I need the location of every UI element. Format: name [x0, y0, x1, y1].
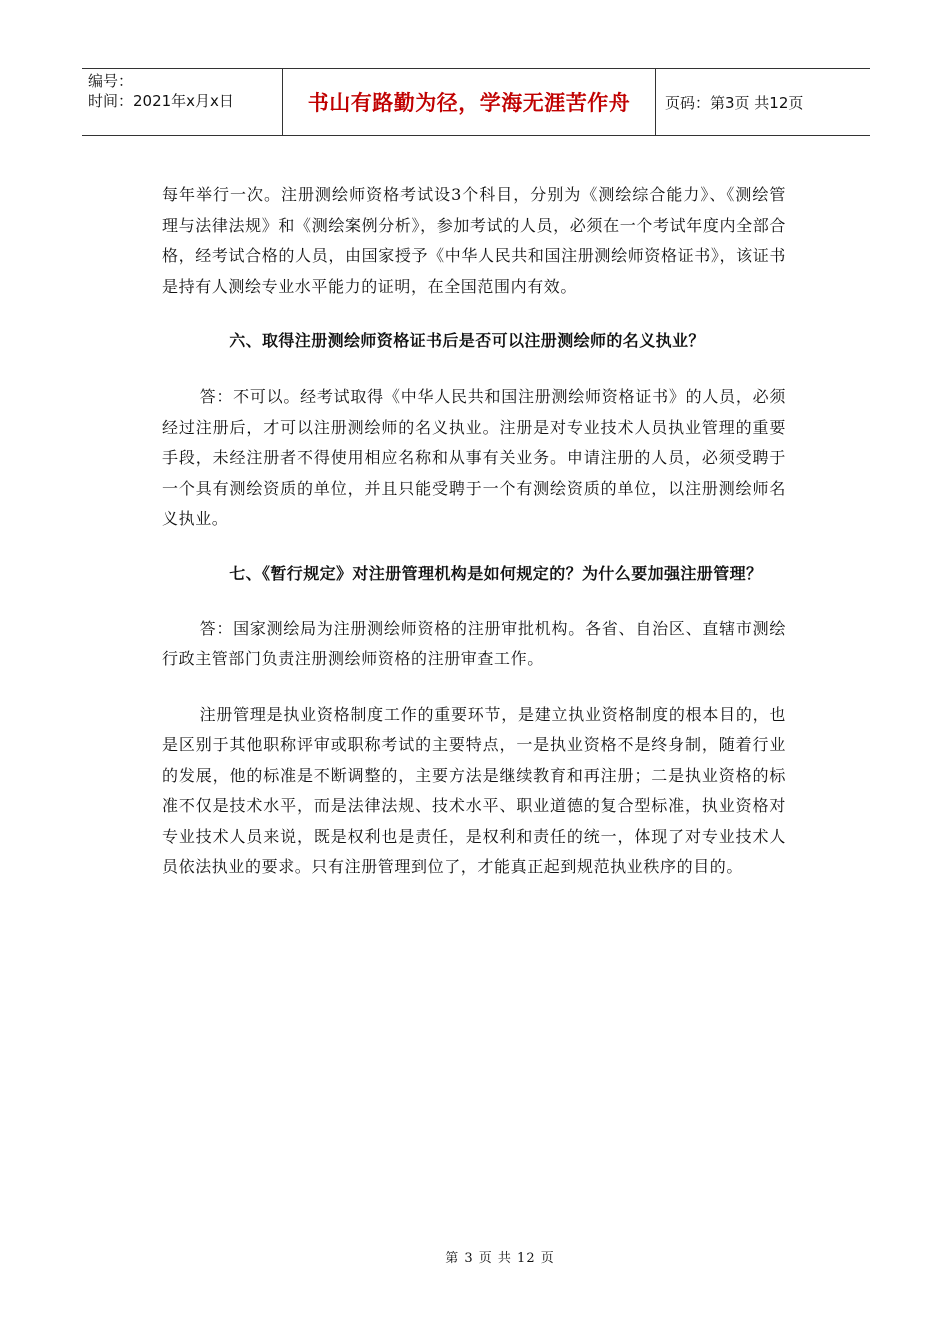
- answer-paragraph-6: 答：不可以。经考试取得《中华人民共和国注册测绘师资格证书》的人员，必须经过注册后，才可以注册测绘师的名义执业。注册是对专业技术人员执业管理的重要手段，未经注册者不得使用相应名称和从事有关业务。申请注册的人员，必须受聘于一个具有测绘资质的单位，并且只能受聘于一个有测绘资质的单位，以注册测绘师名义执业。: [162, 387, 786, 528]
- document-body: [162, 180, 786, 883]
- header-page-code: 页码：第3页 共12页: [665, 93, 804, 112]
- header-motto-cell: [283, 69, 656, 135]
- question-heading-7: 七、《暂行规定》对注册管理机构是如何规定的？为什么要加强注册管理？: [229, 563, 763, 583]
- header-meta: [82, 69, 283, 135]
- paragraph-registration-management: 注册管理是执业资格制度工作的重要环节，是建立执业资格制度的根本目的，也是区别于其他职称评审或职称考试的主要特点，一是执业资格不是终身制，随着行业的发展，他的标准是不断调整的，主要方法是继续教育和再注册；二是执业资格的标准不仅是技术水平，而是法律法规、技术水平、职业道德的复合型标准，执业资格对专业技术人员来说，既是权利也是责任，是权利和责任的统一，体现了对专业技术人员依法执业的要求。只有注册管理到位了，才能真正起到规范执业秩序的目的。: [162, 704, 786, 876]
- page-footer: 第 3 页 共 12 页: [445, 1251, 555, 1266]
- document-date: 时间：2021年x月x日: [88, 92, 234, 110]
- answer-paragraph-7: 答：国家测绘局为注册测绘师资格的注册审批机构。各省、自治区、直辖市测绘行政主管部门负责注册测绘师资格的注册审查工作。: [162, 618, 786, 668]
- paragraph-exam-info: 每年举行一次。注册测绘师资格考试设3个科目，分别为《测绘综合能力》、《测绘管理与法律法规》和《测绘案例分析》，参加考试的人员，必须在一个考试年度内全部合格，经考试合格的人员，由国家授予《中华人民共和国注册测绘师资格证书》，该证书是持有人测绘专业水平能力的证明，在全国范围内有效。: [162, 185, 786, 296]
- document-header: [82, 68, 870, 136]
- document-number-label: 编号：: [88, 72, 134, 90]
- question-heading-6: 六、取得注册测绘师资格证书后是否可以注册测绘师的名义执业？: [229, 331, 705, 350]
- header-motto: 书山有路勤为径，学海无涯苦作舟: [307, 91, 631, 115]
